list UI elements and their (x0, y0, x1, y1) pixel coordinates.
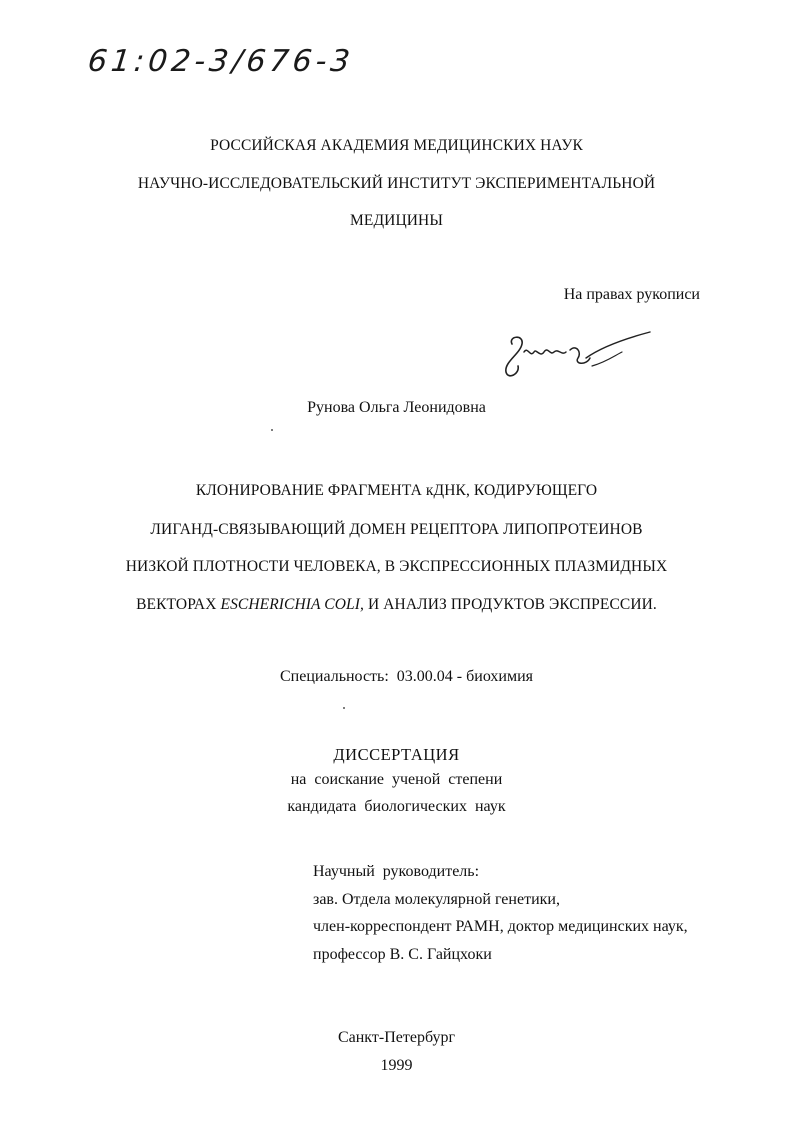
year: 1999 (380, 1057, 413, 1074)
dissertation-heading: ДИССЕРТАЦИЯ (333, 745, 460, 764)
dissertation-degree-line-2: кандидата биологических наук (287, 798, 506, 815)
specialty: Специальность: 03.00.04 - биохимия (280, 668, 534, 685)
title-line-4 (0, 596, 793, 614)
title-line-4-prefix: ВЕКТОРАХ (136, 596, 221, 613)
scan-speck (271, 429, 273, 431)
archive-number: 61:02-3/676-3 (86, 44, 356, 79)
institution-line-1: РОССИЙСКАЯ АКАДЕМИЯ МЕДИЦИНСКИХ НАУК (210, 137, 583, 154)
city: Санкт-Петербург (337, 1029, 456, 1046)
institution-line-3: МЕДИЦИНЫ (350, 212, 443, 229)
title-line-3: НИЗКОЙ ПЛОТНОСТИ ЧЕЛОВЕКА, В ЭКСПРЕССИОННЫХ ПЛАЗМИДНЫХ (125, 558, 668, 575)
supervisor-line-2: член-корреспондент РАМН, доктор медицинских наук, (313, 918, 688, 935)
rights-note: На правах рукописи (563, 286, 700, 303)
supervisor-label: Научный руководитель: (313, 863, 480, 880)
author-name: Рунова Ольга Леонидовна (307, 399, 486, 416)
title-line-2: ЛИГАНД-СВЯЗЫВАЮЩИЙ ДОМЕН РЕЦЕПТОРА ЛИПОПРОТЕИНОВ (150, 521, 643, 538)
title-organism: ESCHERICHIA COLI, (220, 596, 364, 613)
scan-speck (343, 707, 345, 709)
supervisor-line-3: профессор В. С. Гайцхоки (313, 946, 492, 963)
title-line-4-suffix: И АНАЛИЗ ПРОДУКТОВ ЭКСПРЕССИИ. (364, 596, 657, 613)
institution-line-2: НАУЧНО-ИССЛЕДОВАТЕЛЬСКИЙ ИНСТИТУТ ЭКСПЕРИМЕНТАЛЬНОЙ (137, 175, 656, 192)
title-line-1: КЛОНИРОВАНИЕ ФРАГМЕНТА кДНК, КОДИРУЮЩЕГО (195, 482, 598, 499)
supervisor-line-1: зав. Отдела молекулярной генетики, (313, 891, 560, 908)
dissertation-degree-line-1: на соискание ученой степени (290, 771, 503, 788)
author-signature (490, 322, 660, 392)
